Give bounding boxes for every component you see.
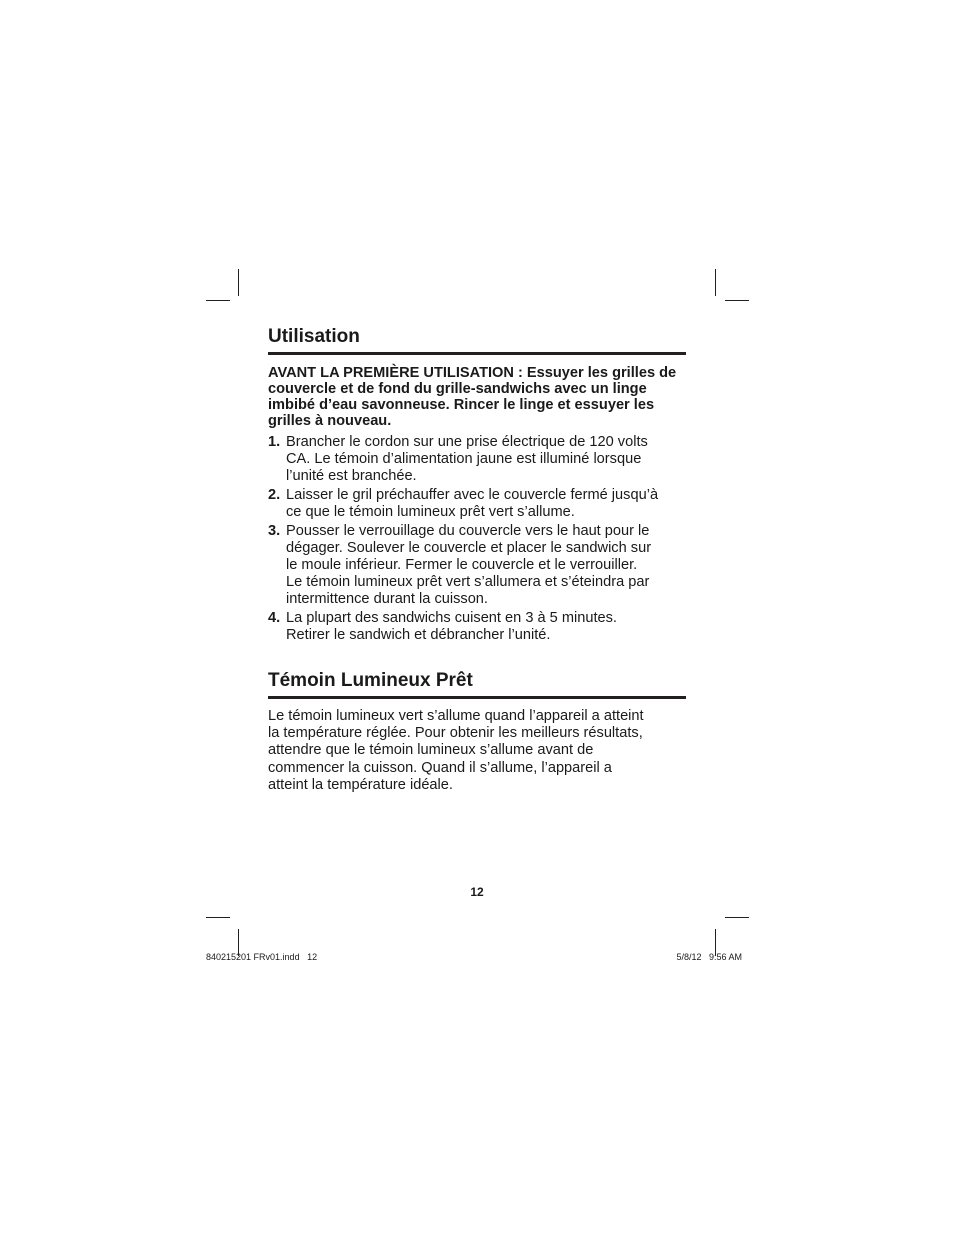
body-line: commencer la cuisson. Quand il s’allume, l’appareil a [268,759,612,776]
body-line: atteint la température idéale. [268,776,453,793]
step-line: le moule inférieur. Fermer le couvercle et le verrouiller. [286,557,638,573]
section-title-ready-light: Témoin Lumineux Prêt [268,670,686,699]
section-title-utilisation: Utilisation [268,326,686,355]
crop-mark-bottom-right-horizontal [725,917,749,918]
step-line: ce que le témoin lumineux prêt vert s’allume. [286,504,575,520]
footer-date-slug: 5/8/12 9:56 AM [676,952,742,962]
step-line: intermittence durant la cuisson. [286,591,488,607]
section-utilisation [268,326,686,644]
step-line: Laisser le gril préchauffer avec le couvercle fermé jusqu’à [286,487,659,503]
crop-mark-top-right-vertical [715,269,716,296]
step-line: Le témoin lumineux prêt vert s’allumera et s’éteindra par [286,574,650,590]
body-line: Le témoin lumineux vert s’allume quand l’appareil a atteint [268,708,644,724]
step-line: Pousser le verrouillage du couvercle vers le haut pour le [286,523,650,539]
crop-mark-bottom-left-horizontal [206,917,230,918]
step-number: 1. [268,434,281,450]
instruction-steps [268,434,686,644]
step-item [268,610,686,644]
body-line: attendre que le témoin lumineux s’allume avant de [268,742,594,759]
step-line: CA. Le témoin d’alimentation jaune est illuminé lorsque [286,451,642,467]
crop-mark-top-left-horizontal [206,300,230,301]
step-number: 2. [268,487,281,503]
step-line: La plupart des sandwichs cuisent en 3 à 5 minutes. [286,610,617,626]
footer-file-slug: 840215201 FRv01.indd 12 [206,952,318,962]
ready-light-description [268,708,686,794]
step-line: l’unité est branchée. [286,468,417,484]
step-number: 4. [268,610,281,626]
before-first-use-note: AVANT LA PREMIÈRE UTILISATION : Essuyer les grilles de couvercle et de fond du grille-sandwichs avec un linge imbibé d’eau savonneuse. Rincer le linge et essuyer les grilles à nouveau. [268,365,677,429]
page-content [268,326,686,794]
step-item [268,434,686,485]
crop-mark-top-left-vertical [238,269,239,296]
page-number: 12 [470,885,484,899]
step-item [268,487,686,521]
section-ready-light [268,670,686,794]
step-line: dégager. Soulever le couvercle et placer le sandwich sur [286,540,652,556]
step-line: Brancher le cordon sur une prise électrique de 120 volts [286,434,648,450]
step-number: 3. [268,523,281,539]
body-line: la température réglée. Pour obtenir les meilleurs résultats, [268,725,643,742]
crop-mark-top-right-horizontal [725,300,749,301]
step-item [268,523,686,608]
step-line: Retirer le sandwich et débrancher l’unité. [286,627,551,643]
